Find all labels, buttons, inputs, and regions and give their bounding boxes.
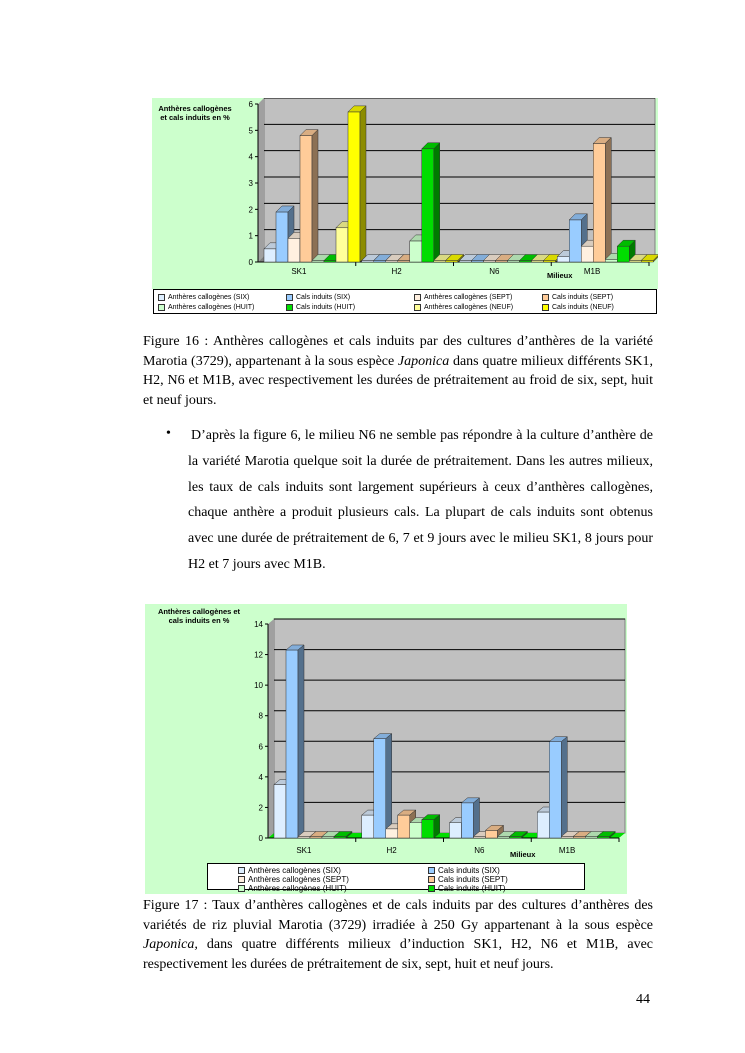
bar-side: [360, 106, 366, 262]
y-tick-label: 8: [258, 711, 263, 721]
side-wall: [258, 98, 264, 262]
bar: [422, 149, 434, 262]
x-tick-label: M1B: [558, 846, 576, 855]
bar: [264, 249, 276, 262]
legend-swatch-icon: [542, 304, 549, 311]
figure-17-legend: [207, 863, 585, 893]
bar: [274, 785, 286, 839]
legend-item: [414, 292, 542, 303]
plot-area: [274, 619, 625, 833]
legend-label: Anthères callogènes (SEPT): [248, 875, 349, 884]
bar: [288, 238, 300, 262]
bar: [581, 246, 593, 262]
bar: [398, 815, 410, 838]
bar: [362, 815, 374, 838]
legend-item: [238, 866, 428, 875]
side-wall: [268, 619, 274, 838]
legend-item: [428, 875, 608, 884]
legend-swatch-icon: [158, 294, 165, 301]
legend-item: [542, 303, 662, 314]
x-tick-label: N6: [489, 267, 500, 276]
y-tick-label: 2: [258, 803, 263, 813]
x-axis-label: Milieux: [547, 271, 573, 280]
legend-item: [428, 866, 608, 875]
bar-side: [434, 143, 440, 262]
legend-item: [286, 292, 414, 303]
legend-item: [428, 884, 608, 893]
bar: [386, 829, 398, 838]
bar: [450, 823, 462, 838]
legend-swatch-icon: [542, 294, 549, 301]
bar: [276, 212, 288, 262]
y-tick-label: 0: [258, 834, 263, 843]
legend-label: Anthères callogènes (SIX): [168, 293, 250, 301]
legend-label: Cals induits (SIX): [438, 866, 500, 875]
y-tick-label: 2: [248, 205, 253, 215]
bar: [569, 220, 581, 262]
bar: [348, 112, 360, 262]
legend-label: Anthères callogènes (HUIT): [168, 304, 255, 312]
caption-italic: Japonica,: [143, 937, 198, 952]
legend-item: [238, 875, 428, 884]
bar: [410, 823, 422, 838]
y-tick-label: 6: [248, 100, 253, 109]
caption-text: Figure 16 : Anthères callogènes et cals induits par des cultures d’anthères de la variété Marotia (3729), appartenant à la sous espèce: [143, 334, 653, 369]
y-tick-label: 12: [254, 650, 263, 660]
bar: [549, 742, 561, 838]
legend-swatch-icon: [286, 304, 293, 311]
y-tick-label: 1: [248, 231, 253, 241]
legend-swatch-icon: [428, 885, 435, 892]
legend-label: Anthères callogènes (HUIT): [248, 884, 347, 893]
legend-item: [158, 303, 286, 314]
bar: [617, 246, 629, 262]
y-tick-label: 4: [258, 772, 263, 782]
bar: [486, 830, 498, 838]
bar: [605, 259, 617, 262]
bar: [537, 812, 549, 838]
x-tick-label: H2: [391, 267, 402, 276]
bar-side: [605, 138, 611, 263]
bar: [557, 257, 569, 262]
legend-swatch-icon: [428, 867, 435, 874]
y-axis-label: Anthères callogènes et cals induits en %: [157, 607, 241, 625]
y-tick-label: 5: [248, 126, 253, 136]
bullet-paragraph: D’après la figure 6, le milieu N6 ne semble pas répondre à la culture d’anthère de la variété Marotia quelque soit la durée de prétraitement. Dans les autres milieux, les taux de cals induits sont largement supérieurs à ceux d’anthères callogènes, chaque anthère a produit plusieurs cals. La plupart de cals induits sont obtenus avec une durée de prétraitement de 6, 7 et 9 jours avec le milieu SK1, 8 jours pour H2 et 7 jours avec M1B.: [188, 428, 653, 572]
caption-text: dans quatre différents milieux d’induction SK1, H2, N6 et M1B, avec respectivement les durées de prétraitement de six, sept, huit et neuf jours.: [143, 937, 653, 972]
bar: [374, 739, 386, 838]
legend-swatch-icon: [238, 885, 245, 892]
figure-17-chart: [145, 604, 627, 894]
legend-swatch-icon: [158, 304, 165, 311]
bar: [410, 241, 422, 262]
legend-item: [542, 292, 662, 303]
bar-side: [312, 130, 318, 262]
y-axis-label: Anthères callogènes et cals induits en %: [158, 104, 232, 122]
bar: [422, 820, 434, 838]
y-tick-label: 3: [248, 179, 253, 188]
chart-svg: [145, 604, 627, 894]
legend-label: Cals induits (HUIT): [438, 884, 506, 893]
x-tick-label: M1B: [583, 267, 601, 276]
legend-label: Cals induits (SIX): [296, 293, 351, 301]
legend-swatch-icon: [414, 294, 421, 301]
chart-svg: [152, 98, 658, 289]
legend-swatch-icon: [238, 867, 245, 874]
bar-side: [386, 734, 392, 838]
page-number: 44: [636, 992, 650, 1007]
x-tick-label: H2: [386, 846, 397, 855]
legend-item: [238, 884, 428, 893]
y-tick-label: 6: [258, 742, 263, 752]
bullet-icon: •: [166, 426, 171, 441]
legend-label: Cals induits (NEUF): [552, 304, 614, 312]
caption-italic: Japonica: [397, 353, 450, 369]
figure-16-legend: [153, 289, 657, 314]
x-tick-label: N6: [474, 846, 485, 855]
legend-label: Cals induits (SEPT): [552, 293, 614, 301]
x-axis-label: Milieux: [510, 850, 536, 859]
caption-text: dans quatre milieux différents SK1, H2, N6 et M1B, avec respectivement les durées de prétraitement au froid de six, sept, huit et neuf jours.: [143, 353, 653, 408]
caption-text: Figure 17 : Taux d’anthères callogènes et de cals induits par des cultures d’anthères des variétés de riz pluvial Marotia (3729) irradiée à 250 Gy appartenant à la sous espèce: [143, 898, 653, 933]
legend-item: [158, 292, 286, 303]
bar: [286, 650, 298, 838]
legend-swatch-icon: [428, 876, 435, 883]
bar: [336, 228, 348, 262]
legend-label: Anthères callogènes (SIX): [248, 866, 341, 875]
figure-16-caption: [143, 332, 653, 410]
bar: [462, 803, 474, 838]
x-tick-label: SK1: [296, 846, 312, 855]
legend-item: [286, 303, 414, 314]
figure-17-caption: [143, 896, 653, 974]
bar: [300, 136, 312, 262]
legend-swatch-icon: [286, 294, 293, 301]
y-tick-label: 4: [248, 152, 253, 162]
x-tick-label: SK1: [291, 267, 307, 276]
legend-swatch-icon: [414, 304, 421, 311]
bar-side: [561, 737, 567, 838]
y-tick-label: 10: [254, 681, 263, 691]
legend-label: Cals induits (HUIT): [296, 304, 356, 312]
bar-side: [298, 645, 304, 838]
y-tick-label: 0: [248, 258, 253, 267]
y-tick-label: 14: [254, 620, 263, 629]
legend-swatch-icon: [238, 876, 245, 883]
legend-item: [414, 303, 542, 314]
legend-label: Anthères callogènes (SEPT): [424, 293, 513, 301]
legend-label: Cals induits (SEPT): [438, 875, 508, 884]
legend-label: Anthères callogènes (NEUF): [424, 304, 514, 312]
bar: [593, 144, 605, 263]
figure-16-chart: [152, 98, 658, 289]
